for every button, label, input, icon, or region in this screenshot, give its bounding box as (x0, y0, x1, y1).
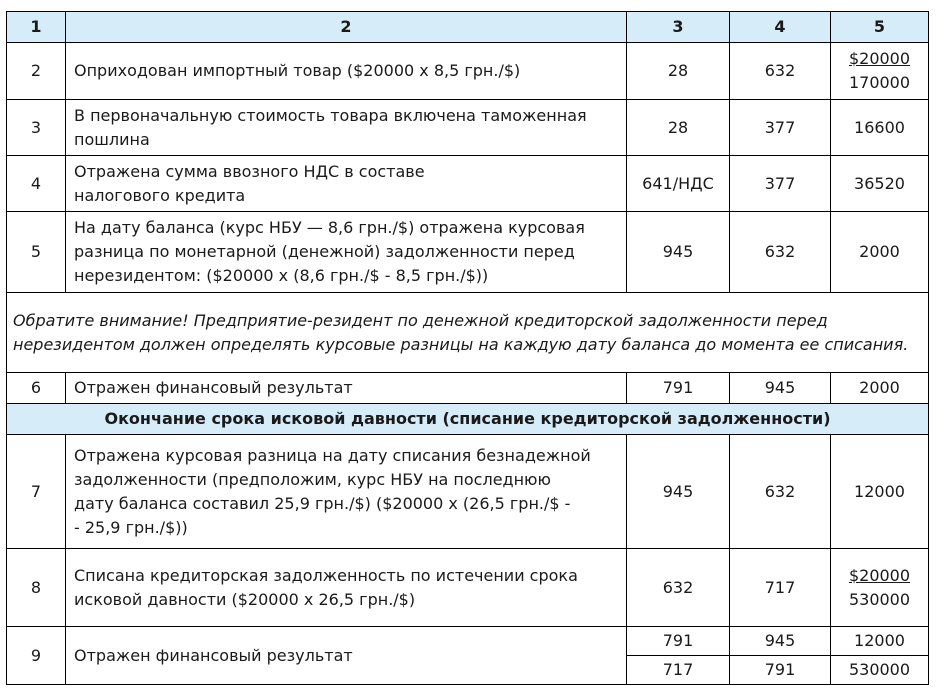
credit-account: 632 (730, 435, 831, 549)
table-row (7, 212, 929, 293)
debit-account: 791 (627, 373, 730, 404)
amount-cell (831, 43, 929, 100)
credit-account: 945 (730, 373, 831, 404)
row-description (66, 435, 627, 549)
amount-cell (831, 549, 929, 627)
description-line: налогового кредита (74, 185, 246, 205)
section-title: Окончание срока исковой давности (списание кредиторской задолженности) (7, 404, 929, 435)
credit-account: 791 (730, 656, 831, 685)
header-cell-3: 3 (627, 12, 730, 43)
amount-currency: $20000 (848, 565, 911, 585)
debit-account: 632 (627, 549, 730, 627)
amount-cell: 12000 (831, 627, 929, 656)
row-description: В первоначальную стоимость товара включена таможенная пошлина (66, 100, 627, 156)
row-number: 2 (7, 43, 66, 100)
note-text: Обратите внимание! Предприятие-резидент по денежной кредиторской задолженности перед нерезидентом должен определять курсовые разницы на каждую дату баланса до момента ее списания. (7, 293, 929, 373)
debit-account: 28 (627, 43, 730, 100)
description-line: задолженности (предположим, курс НБУ на последнюю (74, 469, 551, 489)
row-number: 9 (7, 627, 66, 685)
row-description: На дату баланса (курс НБУ — 8,6 грн./$) отражена курсовая разница по монетарной (денежной) задолженности перед нерезидентом: ($20000 х (8,6 грн./$ - 8,5 грн./$)) (66, 212, 627, 293)
table-row (7, 435, 929, 549)
credit-account: 632 (730, 43, 831, 100)
note-row (7, 293, 929, 373)
table-row (7, 43, 929, 100)
header-cell-2: 2 (66, 12, 627, 43)
debit-account: 791 (627, 627, 730, 656)
amount-cell: 12000 (831, 435, 929, 549)
table-row (7, 156, 929, 212)
debit-account: 641/НДС (627, 156, 730, 212)
table-row (7, 627, 929, 656)
table-row (7, 100, 929, 156)
table-row (7, 373, 929, 404)
description-line: - 25,9 грн./$)) (74, 517, 188, 537)
accounting-entries-table (6, 11, 929, 685)
row-number: 3 (7, 100, 66, 156)
amount-cell: 16600 (831, 100, 929, 156)
row-description: Оприходован импортный товар ($20000 х 8,5 грн./$) (66, 43, 627, 100)
debit-account: 28 (627, 100, 730, 156)
credit-account: 945 (730, 627, 831, 656)
header-cell-1: 1 (7, 12, 66, 43)
row-description (66, 156, 627, 212)
amount-cell: 2000 (831, 373, 929, 404)
header-row (7, 12, 929, 43)
amount-uah: 530000 (848, 589, 911, 609)
row-description: Отражен финансовый результат (66, 627, 627, 685)
amount-cell: 2000 (831, 212, 929, 293)
row-number: 4 (7, 156, 66, 212)
credit-account: 377 (730, 156, 831, 212)
row-description: Списана кредиторская задолженность по истечении срока исковой давности ($20000 х 26,5 грн./$) (66, 549, 627, 627)
amount-cell: 530000 (831, 656, 929, 685)
credit-account: 632 (730, 212, 831, 293)
header-cell-5: 5 (831, 12, 929, 43)
debit-account: 717 (627, 656, 730, 685)
table-container (6, 11, 929, 685)
header-cell-4: 4 (730, 12, 831, 43)
row-number: 7 (7, 435, 66, 549)
description-line: Отражена курсовая разница на дату списания безнадежной (74, 445, 591, 465)
credit-account: 717 (730, 549, 831, 627)
amount-cell: 36520 (831, 156, 929, 212)
debit-account: 945 (627, 212, 730, 293)
debit-account: 945 (627, 435, 730, 549)
amount-currency: $20000 (848, 49, 911, 68)
table-row (7, 549, 929, 627)
row-number: 8 (7, 549, 66, 627)
credit-account: 377 (730, 100, 831, 156)
row-number: 6 (7, 373, 66, 404)
section-header-row (7, 404, 929, 435)
amount-uah: 170000 (848, 73, 911, 92)
row-description: Отражен финансовый результат (66, 373, 627, 404)
description-line: Отражена сумма ввозного НДС в составе (74, 161, 425, 181)
description-line: дату баланса составил 25,9 грн./$) ($20000 х (26,5 грн./$ - (74, 493, 571, 513)
row-number: 5 (7, 212, 66, 293)
